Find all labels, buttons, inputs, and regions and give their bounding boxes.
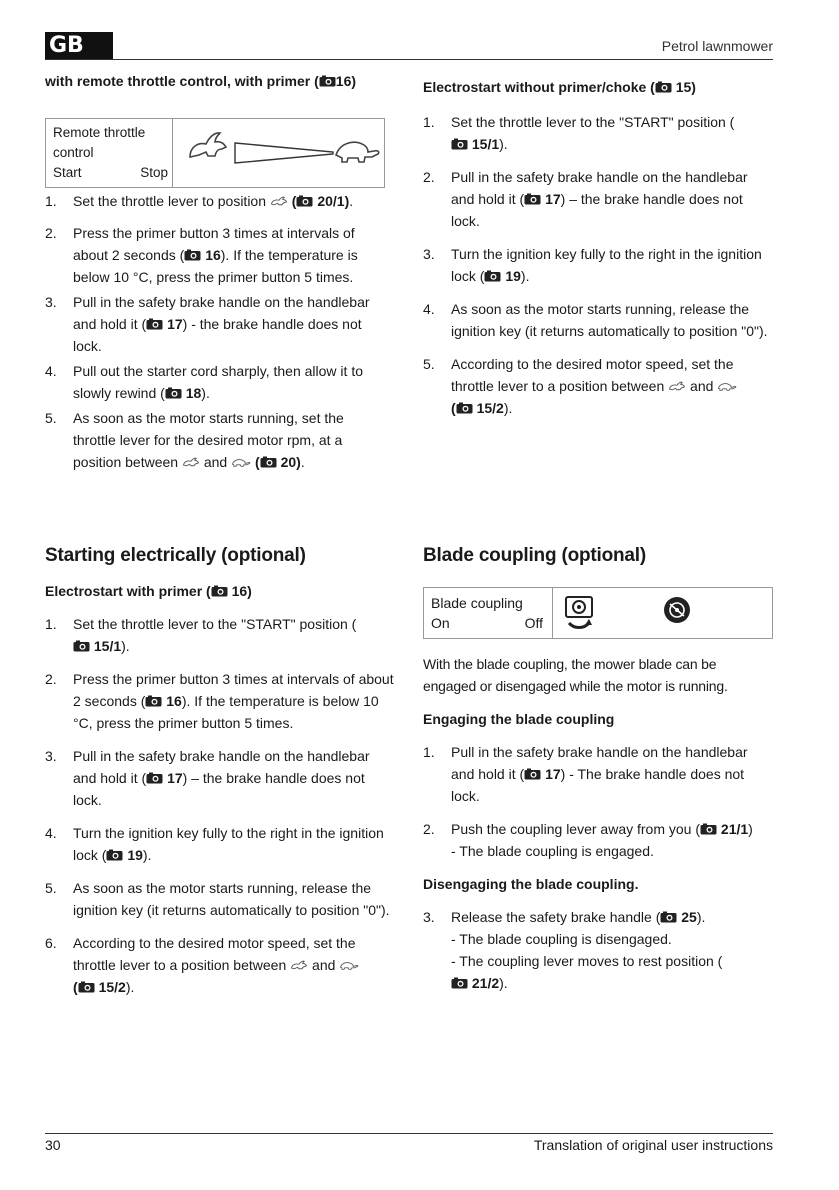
tortoise-icon: [717, 380, 737, 392]
intro-paragraph: With the blade coupling, the mower blade can be engaged or disengaged while the motor is running.: [423, 656, 728, 694]
throttle-table: [45, 118, 385, 188]
list-item: 2. Press the primer button 3 times at intervals of about 2 seconds ( 16). If the temperature is below 10 °C, press the primer button 5 times.: [45, 671, 394, 731]
table-divider: [552, 588, 553, 638]
camera-icon: [146, 772, 163, 784]
section-remote-throttle: [45, 72, 390, 90]
list-item: 5. As soon as the motor starts running, set the throttle lever for the desired motor rpm, at a position between and ( 20).: [45, 410, 344, 470]
section-starting-electrically: [45, 545, 395, 998]
section-heading: Disengaging the blade coupling.: [423, 876, 639, 892]
list-item: 2. Pull in the safety brake handle on the handlebar and hold it ( 17) – the brake handle does not lock.: [423, 169, 748, 229]
hare-icon: [668, 380, 686, 392]
list-item: 5. According to the desired motor speed, set the throttle lever to a position between and ( 15/2).: [423, 353, 773, 419]
page-number: 30: [45, 1137, 61, 1153]
steps-remote-throttle: [45, 190, 390, 473]
blade-engage-icon: [564, 596, 594, 632]
camera-icon: [524, 193, 541, 205]
list-item: 2. Push the coupling lever away from you ( 21/1) - The blade coupling is engaged.: [423, 821, 753, 859]
tortoise-icon: [339, 959, 359, 971]
hare-icon: [290, 959, 308, 971]
hare-icon: [184, 129, 230, 165]
table-divider: [172, 119, 173, 187]
camera-icon: [165, 387, 182, 399]
table-label: control: [53, 145, 94, 160]
section-heading: with remote throttle control, with primer ( 16): [45, 73, 357, 89]
list-item: 4. As soon as the motor starts running, release the ignition key (it returns automatically to position "0").: [423, 301, 768, 339]
camera-icon: [484, 270, 501, 282]
document-title: Petrol lawnmower: [661, 38, 773, 54]
hare-icon: [182, 456, 200, 468]
camera-icon: [451, 977, 468, 989]
hare-icon: [270, 195, 288, 207]
camera-icon: [211, 585, 228, 597]
on-label: On: [431, 615, 450, 631]
list-item: 4. Turn the ignition key fully to the right in the ignition lock ( 19).: [45, 825, 384, 863]
camera-icon: [319, 75, 336, 87]
section-heading: Engaging the blade coupling: [423, 711, 615, 727]
list-item: 3. Turn the ignition key fully to the right in the ignition lock ( 19).: [423, 246, 762, 284]
tortoise-icon: [332, 133, 382, 167]
camera-icon: [655, 81, 672, 93]
start-label: Start: [53, 165, 82, 180]
camera-icon: [700, 823, 717, 835]
speed-wedge: [234, 141, 334, 165]
list-item: 1. Set the throttle lever to the "START" position ( 15/1).: [423, 114, 735, 152]
section-heading: Electrostart without primer/choke ( 15): [423, 79, 696, 95]
stop-label: Stop: [140, 165, 168, 180]
blade-coupling-table: [423, 587, 773, 639]
table-label: Remote throttle: [53, 125, 146, 140]
section-electrostart-no-primer: [423, 78, 773, 419]
camera-icon: [78, 981, 95, 993]
footer-rule: [45, 1133, 773, 1134]
list-item: 6. According to the desired motor speed, set the throttle lever to a position between and ( 15/2).: [45, 932, 395, 998]
list-item: 5. As soon as the motor starts running, release the ignition key (it returns automatically to position "0").: [45, 880, 390, 918]
camera-icon: [296, 195, 313, 207]
camera-icon: [73, 640, 90, 652]
list-item: 3. Pull in the safety brake handle on the handlebar and hold it ( 17) - the brake handle does not lock.: [45, 294, 370, 354]
off-label: Off: [524, 615, 543, 631]
section-heading: Electrostart with primer ( 16): [45, 583, 252, 599]
camera-icon: [146, 318, 163, 330]
camera-icon: [184, 249, 201, 261]
table-label: Blade coupling: [431, 595, 523, 611]
camera-icon: [106, 849, 123, 861]
list-item: 1. Set the throttle lever to position ( 20/1).: [45, 193, 354, 209]
list-item: 3. Release the safety brake handle ( 25). - The blade coupling is disengaged. - The coupling lever moves to rest position ( 21/2).: [423, 909, 723, 991]
camera-icon: [524, 768, 541, 780]
section-title: Starting electrically (optional): [45, 545, 306, 566]
camera-icon: [451, 138, 468, 150]
blade-disengage-icon: [662, 595, 692, 625]
section-title: Blade coupling (optional): [423, 545, 646, 566]
list-item: 3. Pull in the safety brake handle on the handlebar and hold it ( 17) – the brake handle does not lock.: [45, 748, 370, 808]
language-badge: GB: [45, 32, 113, 59]
camera-icon: [260, 456, 277, 468]
list-item: 1. Pull in the safety brake handle on the handlebar and hold it ( 17) - The brake handle does not lock.: [423, 744, 748, 804]
blade-coupling-content: [423, 653, 773, 994]
list-item: 1. Set the throttle lever to the "START" position ( 15/1).: [45, 616, 357, 654]
camera-icon: [145, 695, 162, 707]
header-rule: [45, 59, 773, 60]
section-blade-coupling: [423, 545, 773, 567]
tortoise-icon: [231, 456, 251, 468]
camera-icon: [456, 402, 473, 414]
list-item: 4. Pull out the starter cord sharply, then allow it to slowly rewind ( 18).: [45, 363, 363, 401]
camera-icon: [660, 911, 677, 923]
footer-note: Translation of original user instructions: [533, 1137, 773, 1153]
list-item: 2. Press the primer button 3 times at intervals of about 2 seconds ( 16). If the temperature is below 10 °C, press the primer button 5 times.: [45, 225, 358, 285]
